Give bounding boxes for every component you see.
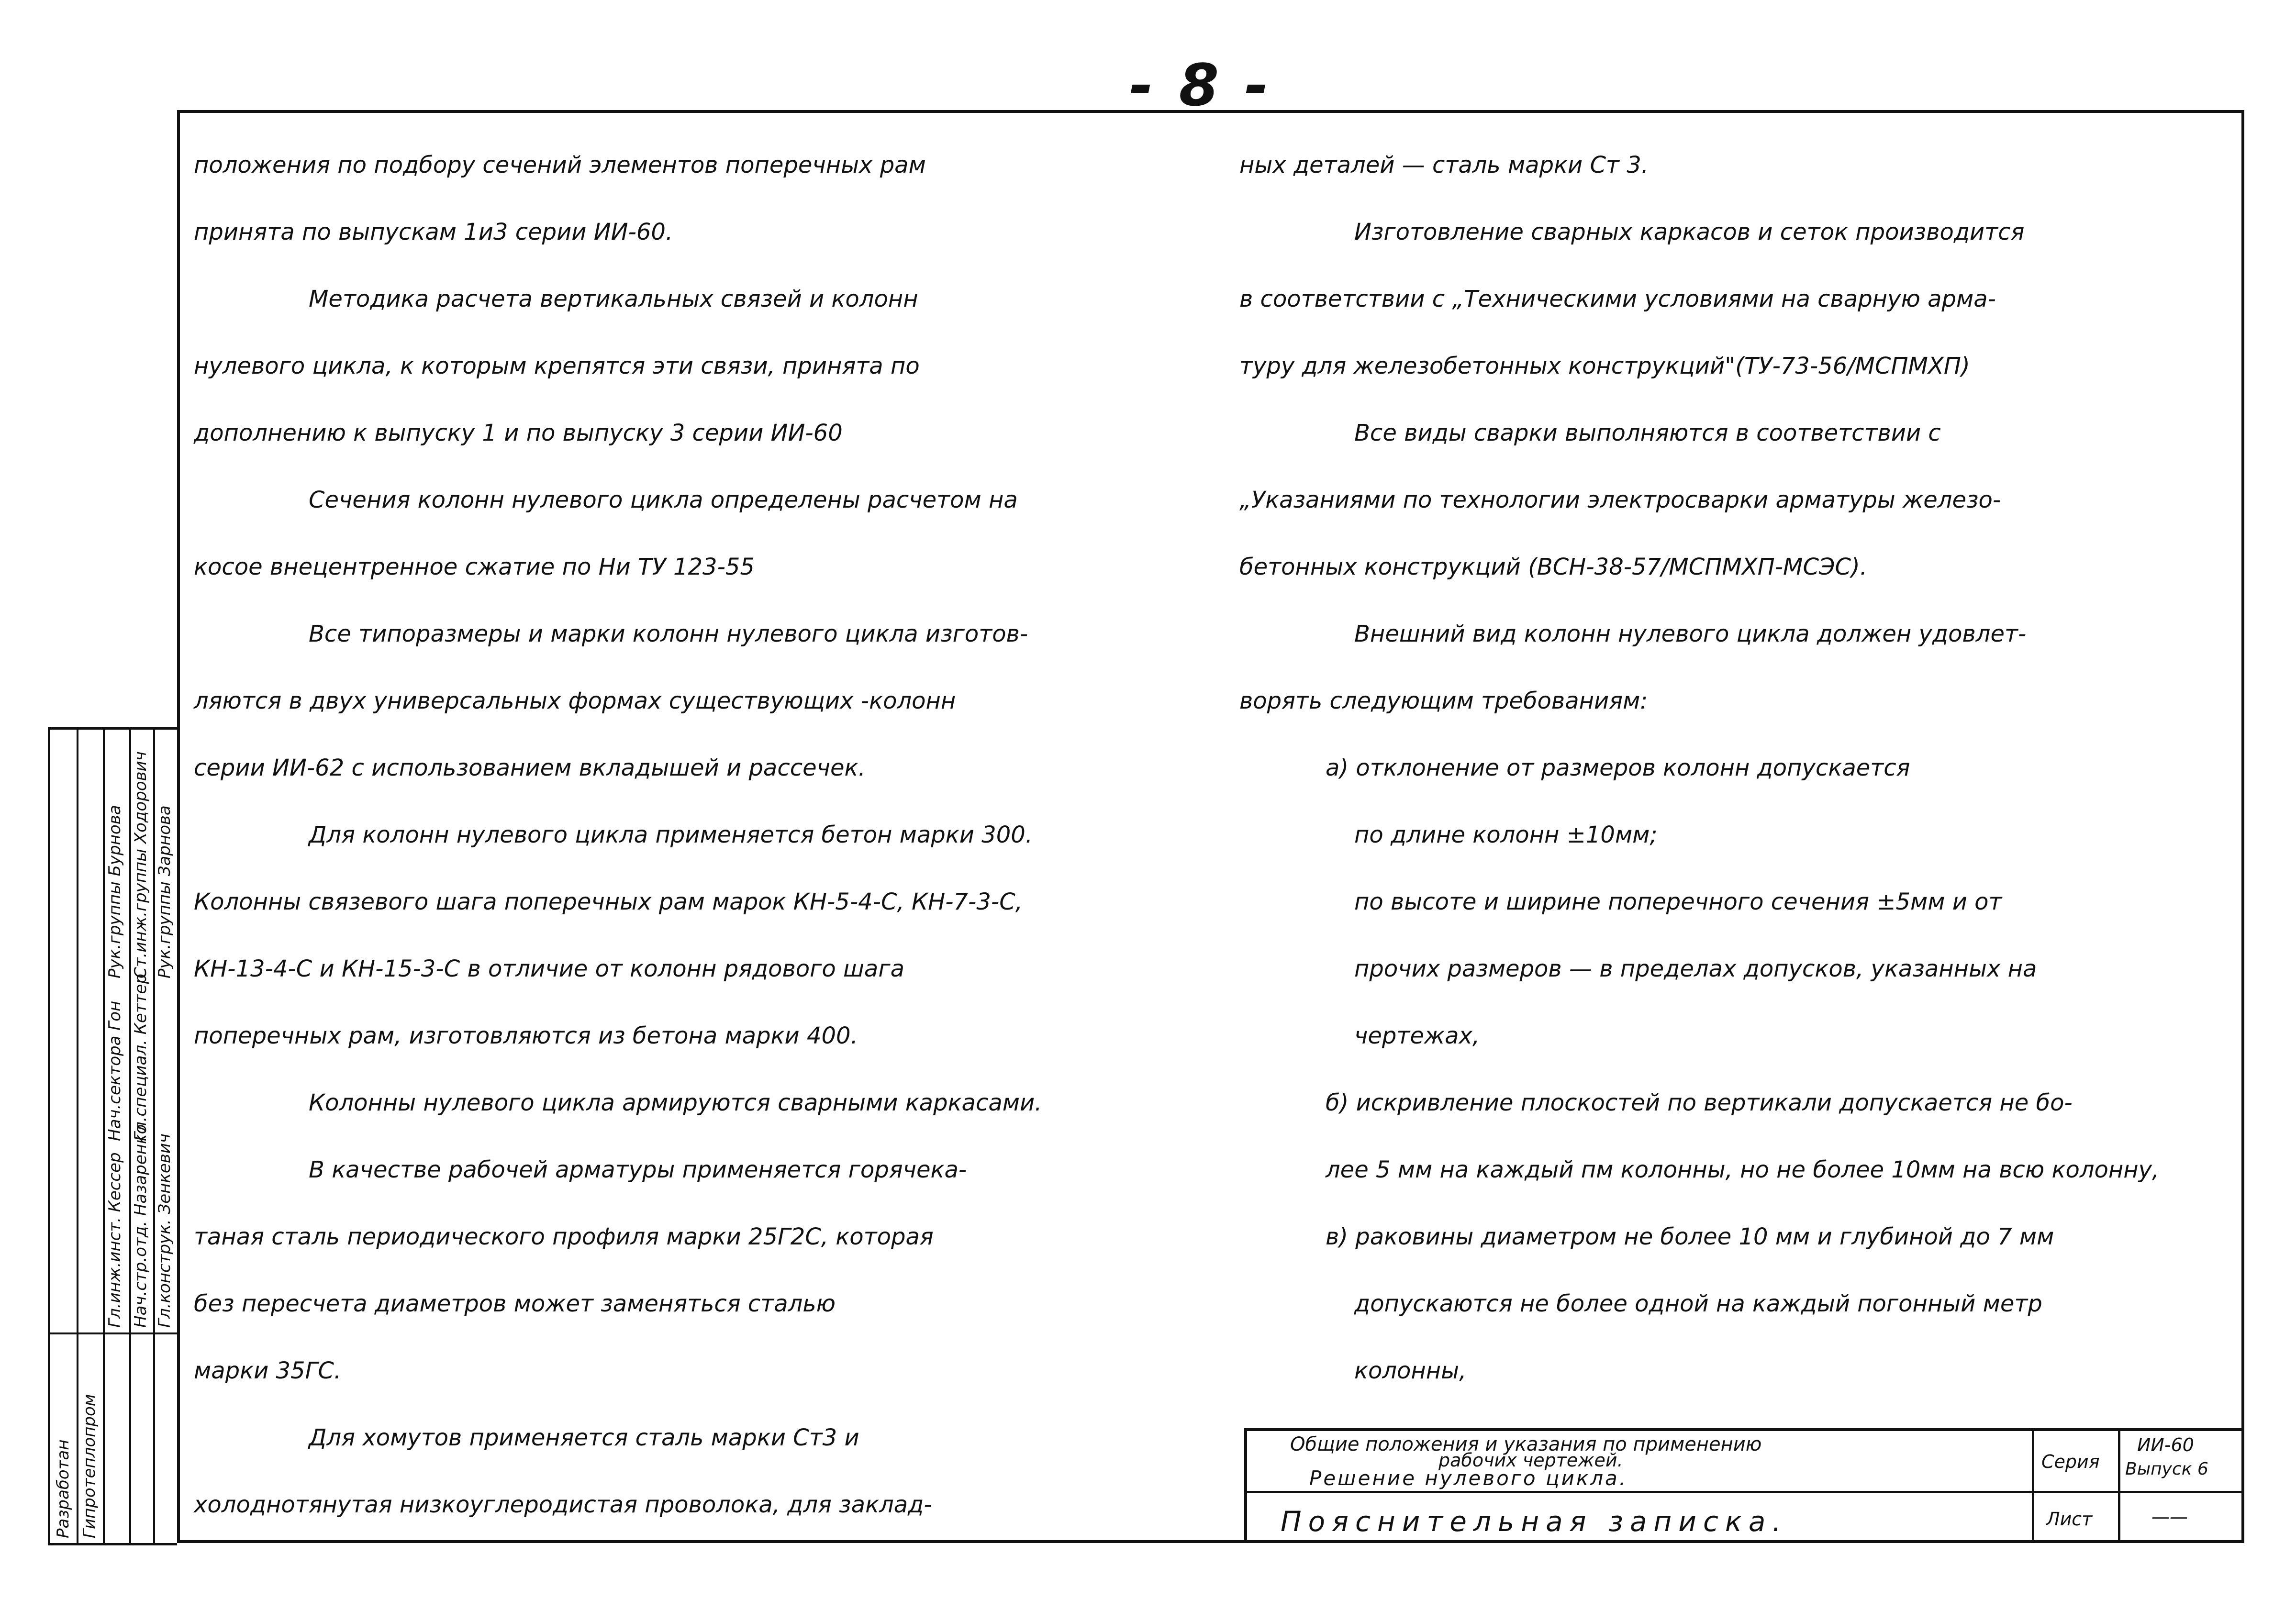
stamp-row: Нач.сектора Гон: [105, 1000, 124, 1141]
text-line: Изготовление сварных каркасов и сеток производится: [1354, 219, 2025, 245]
text-line: дополнению к выпуску 1 и по выпуску 3 серии ИИ-60: [194, 420, 843, 446]
text-line: Внешний вид колонн нулевого цикла должен удовлет-: [1354, 621, 2027, 647]
sheet-value: ——: [2151, 1506, 2188, 1527]
text-line: ворять следующим требованиям:: [1239, 688, 1648, 714]
stamp-row: Рук.группы Бурнова: [105, 805, 124, 978]
series-label: Серия: [2041, 1451, 2100, 1472]
text-line: марки 35ГС.: [194, 1357, 342, 1384]
document-name: Пояснительная записка.: [1281, 1505, 1788, 1538]
side-signature-stamp: [48, 727, 177, 1545]
text-line: по длине колонн ±10мм;: [1354, 822, 1658, 848]
text-line: КН-13-4-С и КН-15-3-С в отличие от колонн рядового шага: [194, 955, 904, 982]
sheet-label: Лист: [2046, 1509, 2093, 1530]
text-line: В качестве рабочей арматуры применяется горячека-: [309, 1156, 967, 1183]
text-line: без пересчета диаметров может заменяться сталью: [194, 1290, 836, 1317]
text-line: Сечения колонн нулевого цикла определены расчетом на: [309, 487, 1018, 513]
text-line: Для хомутов применяется сталь марки Ст3 и: [309, 1424, 859, 1451]
text-line: Колонны связевого шага поперечных рам марок КН-5-4-С, КН-7-3-С,: [194, 888, 1023, 915]
text-line: Колонны нулевого цикла армируются сварными каркасами.: [309, 1089, 1042, 1116]
text-line: косое внецентренное сжатие по Ни ТУ 123-55: [194, 554, 755, 580]
text-line: Для колонн нулевого цикла применяется бетон марки 300.: [309, 822, 1033, 848]
text-line: прочих размеров — в пределах допусков, указанных на: [1354, 955, 2037, 982]
text-line: „Указаниями по технологии электросварки арматуры железо-: [1239, 487, 2001, 513]
title-block: [1244, 1428, 2244, 1543]
text-line: ных деталей — сталь марки Ст 3.: [1239, 152, 1649, 178]
right-text-column: [1239, 132, 2244, 1404]
text-line: серии ИИ-62 с использованием вкладышей и рассечек.: [194, 755, 866, 781]
issue-value: Выпуск 6: [2125, 1459, 2208, 1479]
stamp-row: Рук.группы Зарнова: [155, 805, 174, 978]
text-line: холоднотянутая низкоуглеродистая проволока, для заклад-: [194, 1491, 932, 1518]
text-line: Все типоразмеры и марки колонн нулевого цикла изготов-: [309, 621, 1028, 647]
text-line: по высоте и ширине поперечного сечения ±5мм и от: [1354, 888, 2002, 915]
title-line-3: Решение нулевого цикла.: [1309, 1466, 1628, 1490]
text-line: чертежах,: [1354, 1022, 1480, 1049]
stamp-row: Гл.специал. Кеттер: [131, 974, 150, 1141]
text-line: б) искривление плоскостей по вертикали допускается не бо-: [1326, 1089, 2073, 1116]
title-line-2: рабочих чертежей.: [1438, 1450, 1623, 1471]
text-line: допускаются не более одной на каждый погонный метр: [1354, 1290, 2042, 1317]
text-line: туру для железобетонных конструкций"(ТУ-73-56/МСПМХП): [1239, 353, 1970, 379]
text-line: нулевого цикла, к которым крепятся эти связи, принята по: [194, 353, 920, 379]
stamp-row: Нач.стр.отд. Назаренко: [131, 1124, 150, 1328]
text-line: а) отклонение от размеров колонн допускается: [1326, 755, 1910, 781]
text-line: Все виды сварки выполняются в соответствии с: [1354, 420, 1941, 446]
left-text-column: [194, 132, 1223, 1538]
text-line: поперечных рам, изготовляются из бетона марки 400.: [194, 1022, 858, 1049]
stamp-row: Ст.инж.группы Ходорович: [131, 751, 150, 978]
text-line: Методика расчета вертикальных связей и колонн: [309, 286, 918, 312]
stamp-row: Гл.инж.инст. Кессер: [105, 1152, 124, 1328]
text-line: таная сталь периодического профиля марки 25Г2С, которая: [194, 1223, 934, 1250]
stamp-row: Гл.конструк. Зенкевич: [155, 1133, 174, 1328]
stamp-organization: Гипротеплопром: [80, 1394, 99, 1538]
title-line-1: Общие положения и указания по применению: [1290, 1433, 1762, 1455]
text-line: лее 5 мм на каждый пм колонны, но не более 10мм на всю колонну,: [1326, 1156, 2160, 1183]
text-line: бетонных конструкций (ВСН-38-57/МСПМХП-МСЭС).: [1239, 554, 1867, 580]
series-value: ИИ-60: [2137, 1434, 2194, 1455]
text-line: в) раковины диаметром не более 10 мм и глубиной до 7 мм: [1326, 1223, 2054, 1250]
stamp-developed: Разработан: [54, 1439, 73, 1538]
text-line: колонны,: [1354, 1357, 1467, 1384]
text-line: ляются в двух универсальных формах существующих -колонн: [194, 688, 956, 714]
text-line: принята по выпускам 1и3 серии ИИ-60.: [194, 219, 673, 245]
page-number: - 8 -: [1129, 53, 1271, 119]
text-line: в соответствии с „Техническими условиями на сварную арма-: [1239, 286, 1996, 312]
text-line: положения по подбору сечений элементов поперечных рам: [194, 152, 926, 178]
